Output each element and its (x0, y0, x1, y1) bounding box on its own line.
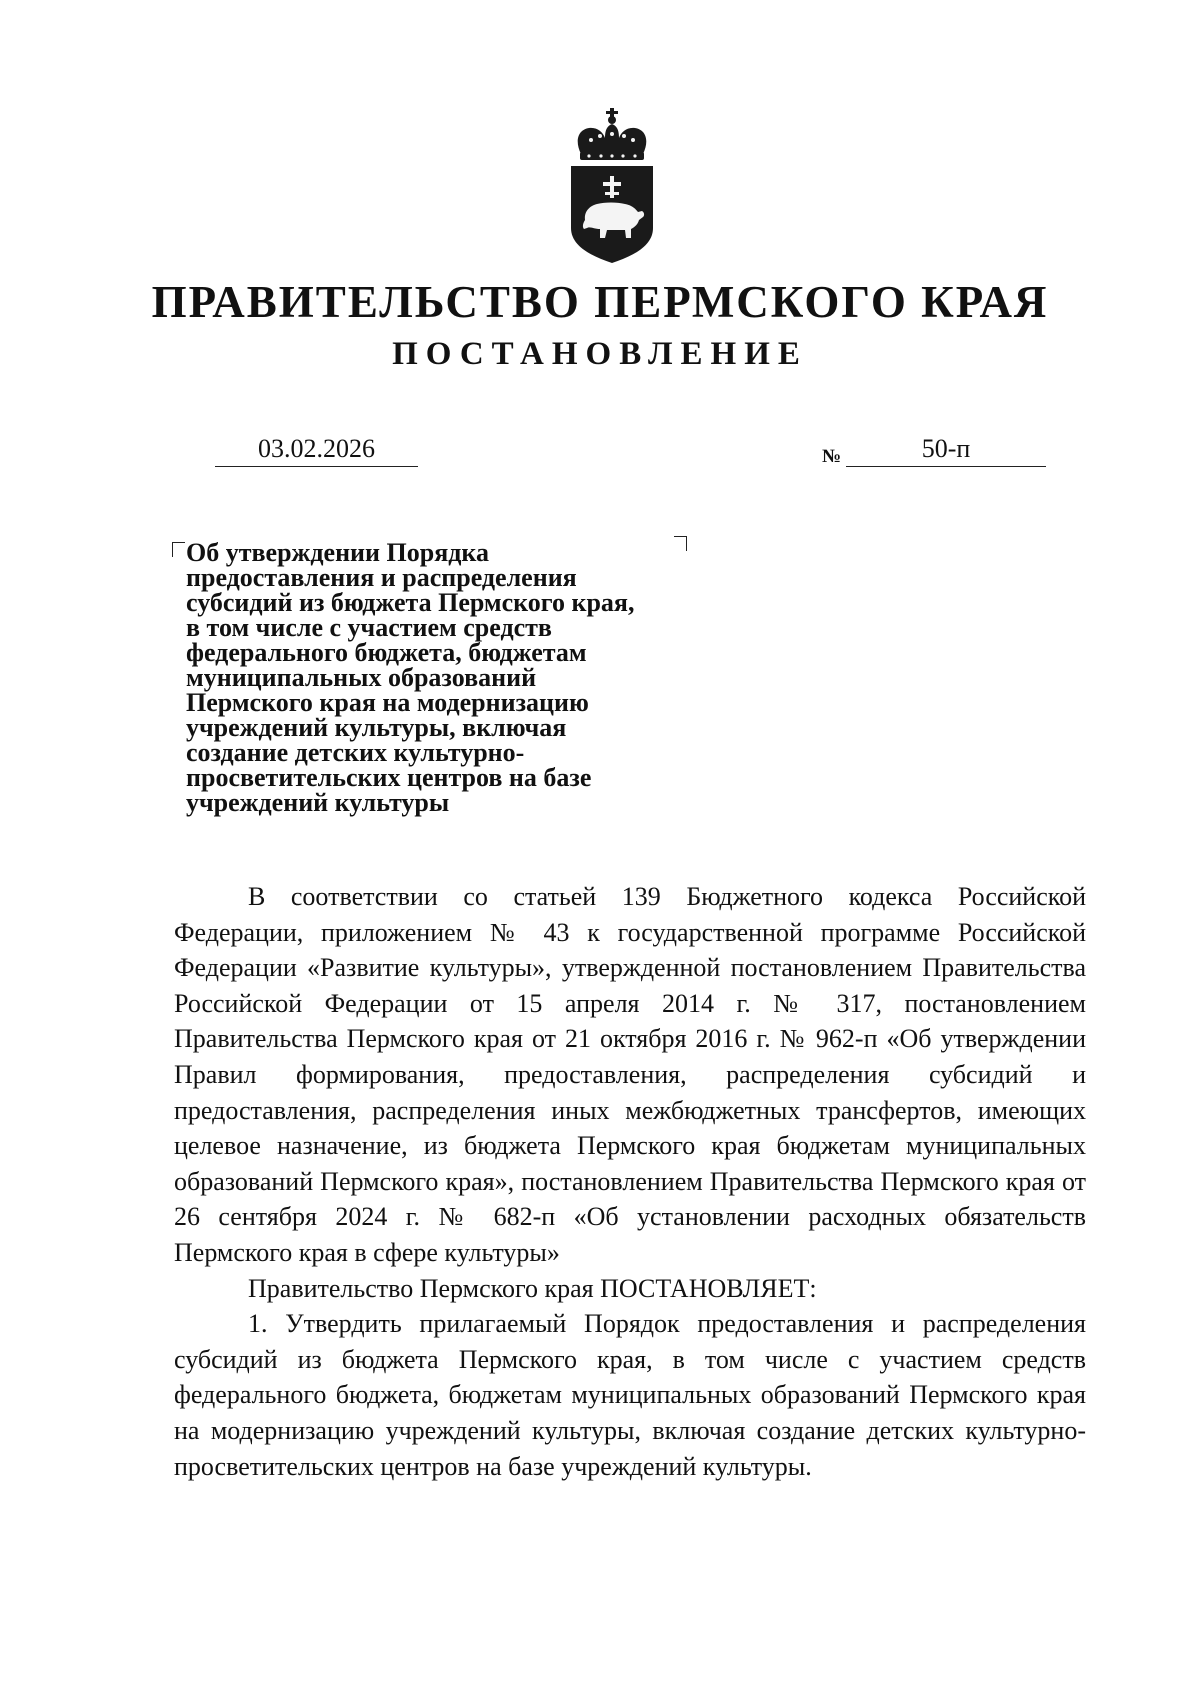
document-body (174, 879, 1086, 1484)
document-number (846, 432, 1046, 467)
subject-line: федерального бюджета, бюджетам (186, 638, 587, 667)
subject-line: учреждений культуры, включая (186, 713, 567, 742)
perm-krai-coat-of-arms-icon (567, 108, 657, 263)
subject-line: в том числе с участием средств (186, 613, 552, 642)
subject-line: предоставления и распределения (186, 563, 577, 592)
document-date (215, 432, 418, 467)
organization-title: ПРАВИТЕЛЬСТВО ПЕРМСКОГО КРАЯ (151, 277, 1049, 327)
subject-corner-left (172, 542, 185, 557)
subject-line: Об утверждении Порядка (186, 538, 490, 567)
subject-line: просветительских центров на базе (186, 763, 592, 792)
document-number-value: 50-п (921, 434, 971, 463)
resolution-statement: Правительство Пермского края ПОСТАНОВЛЯЕТ: (248, 1273, 817, 1303)
subject-line: Пермского края на модернизацию (186, 688, 589, 717)
subject-line: субсидий из бюджета Пермского края, (186, 588, 635, 617)
number-sign: № (822, 446, 842, 467)
document-date-value: 03.02.2026 (258, 434, 375, 463)
preamble-paragraph: В соответствии со статьей 139 Бюджетного кодекса Российской Федерации, приложением № 43 к государственной программе Российской Федерации «Развитие культуры», утвержденной постановлением Правительства Российской Федерации от 15 апреля 2014 г. № 317, постановлением Правительства Пермского края от 21 октября 2016 г. № 962-п «Об утверждении Правил формирования, предоставления, распределения субсидий и предоставления, распределения иных межбюджетных трансфертов, имеющих целевое назначение, из бюджета Пермского края бюджетам муниципальных образований Пермского края», постановлением Правительства Пермского края от 26 сентября 2024 г. № 682-п «Об установлении расходных обязательств Пермского края в сфере культуры» (174, 882, 1086, 1267)
document-type-title: ПОСТАНОВЛЕНИЕ (392, 336, 808, 372)
subject-line: муниципальных образований (186, 663, 537, 692)
subject-line: учреждений культуры (186, 788, 450, 817)
item-1-paragraph: 1. Утвердить прилагаемый Порядок предоставления и распределения субсидий из бюджета Пермского края, в том числе с участием средств федерального бюджета, бюджетам муниципальных образований Пермского края на модернизацию учреждений культуры, включая создание детских культурно-просветительских центров на базе учреждений культуры. (174, 1309, 1086, 1481)
subject-line: создание детских культурно- (186, 738, 525, 767)
document-subject (186, 540, 706, 815)
